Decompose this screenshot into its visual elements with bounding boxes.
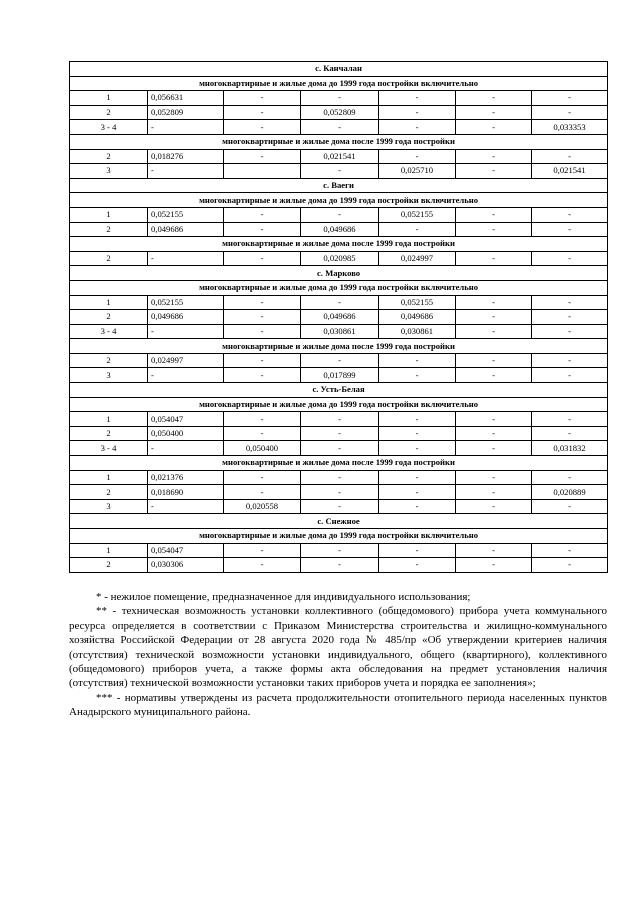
value-cell: -	[532, 558, 608, 573]
table-section-header	[70, 280, 608, 295]
value-cell: -	[301, 207, 379, 222]
table-row	[70, 295, 608, 310]
value-cell: -	[532, 353, 608, 368]
value-cell: -	[456, 499, 532, 514]
value-cell: -	[379, 120, 456, 135]
row-number-cell: 1	[70, 412, 148, 427]
value-cell: 0,018276	[148, 149, 224, 164]
table-row	[70, 543, 608, 558]
value-cell: 0,024997	[148, 353, 224, 368]
table-row	[70, 412, 608, 427]
row-number-cell: 3	[70, 499, 148, 514]
value-cell: -	[532, 412, 608, 427]
footnote-3: *** - нормативы утверждены из расчета продолжительности отопительного периода населенных пунктов Анадырского муниципального района.	[69, 691, 607, 719]
table-section-header	[70, 134, 608, 149]
table-row	[70, 251, 608, 266]
value-cell: 0,030306	[148, 558, 224, 573]
row-number-cell: 1	[70, 470, 148, 485]
value-cell: -	[224, 251, 301, 266]
value-cell: 0,052155	[379, 207, 456, 222]
value-cell: -	[301, 120, 379, 135]
value-cell: -	[224, 558, 301, 573]
value-cell: -	[379, 543, 456, 558]
table-row	[70, 164, 608, 179]
value-cell: -	[379, 412, 456, 427]
value-cell: -	[224, 324, 301, 339]
table-row	[70, 368, 608, 383]
value-cell: -	[532, 368, 608, 383]
value-cell: -	[456, 368, 532, 383]
value-cell: -	[301, 353, 379, 368]
value-cell: -	[456, 558, 532, 573]
footnotes	[69, 590, 607, 720]
table-section-header	[70, 339, 608, 354]
value-cell: 0,054047	[148, 412, 224, 427]
section-header-cell: многоквартирные и жилые дома до 1999 года постройки включительно	[70, 193, 608, 208]
row-number-cell: 2	[70, 222, 148, 237]
value-cell: -	[301, 470, 379, 485]
value-cell: -	[224, 91, 301, 106]
value-cell: 0,018690	[148, 485, 224, 500]
value-cell: -	[301, 558, 379, 573]
value-cell: 0,049686	[301, 310, 379, 325]
value-cell: 0,024997	[379, 251, 456, 266]
value-cell: -	[456, 207, 532, 222]
value-cell: -	[224, 310, 301, 325]
row-number-cell: 2	[70, 149, 148, 164]
row-number-cell: 2	[70, 310, 148, 325]
value-cell: -	[224, 295, 301, 310]
value-cell: -	[224, 485, 301, 500]
table-body	[70, 62, 608, 573]
value-cell: -	[456, 120, 532, 135]
value-cell: 0,030861	[379, 324, 456, 339]
value-cell: 0,052155	[148, 295, 224, 310]
value-cell: -	[379, 470, 456, 485]
value-cell: -	[456, 543, 532, 558]
value-cell: 0,049686	[148, 222, 224, 237]
value-cell: 0,025710	[379, 164, 456, 179]
table-section-header	[70, 383, 608, 398]
value-cell: -	[532, 470, 608, 485]
section-header-cell: многоквартирные и жилые дома после 1999 года постройки	[70, 339, 608, 354]
table-row	[70, 310, 608, 325]
row-number-cell: 2	[70, 426, 148, 441]
table-row	[70, 207, 608, 222]
value-cell: -	[532, 295, 608, 310]
value-cell: -	[532, 324, 608, 339]
value-cell: 0,052155	[379, 295, 456, 310]
value-cell: 0,033353	[532, 120, 608, 135]
value-cell: -	[301, 412, 379, 427]
value-cell: -	[148, 120, 224, 135]
value-cell: -	[148, 499, 224, 514]
value-cell: 0,049686	[148, 310, 224, 325]
value-cell: -	[224, 353, 301, 368]
table-section-header	[70, 456, 608, 471]
table-row	[70, 353, 608, 368]
table-row	[70, 120, 608, 135]
value-cell: -	[301, 485, 379, 500]
value-cell: -	[148, 441, 224, 456]
table-row	[70, 558, 608, 573]
value-cell: -	[301, 441, 379, 456]
section-header-cell: с. Канчалан	[70, 62, 608, 77]
value-cell: -	[456, 441, 532, 456]
value-cell: -	[532, 499, 608, 514]
value-cell: 0,052155	[148, 207, 224, 222]
value-cell: 0,020558	[224, 499, 301, 514]
value-cell: 0,056631	[148, 91, 224, 106]
value-cell: -	[532, 251, 608, 266]
value-cell: -	[379, 485, 456, 500]
section-header-cell: с. Марково	[70, 266, 608, 281]
value-cell: -	[148, 324, 224, 339]
value-cell: -	[224, 105, 301, 120]
value-cell: -	[456, 222, 532, 237]
value-cell: -	[456, 295, 532, 310]
value-cell: 0,020889	[532, 485, 608, 500]
section-header-cell: с. Ваеги	[70, 178, 608, 193]
value-cell: -	[224, 543, 301, 558]
value-cell: 0,030861	[301, 324, 379, 339]
value-cell: 0,049686	[379, 310, 456, 325]
row-number-cell: 1	[70, 91, 148, 106]
table-row	[70, 470, 608, 485]
table-row	[70, 222, 608, 237]
section-header-cell: многоквартирные и жилые дома после 1999 года постройки	[70, 134, 608, 149]
table-row	[70, 441, 608, 456]
section-header-cell: многоквартирные и жилые дома до 1999 года постройки включительно	[70, 397, 608, 412]
table-section-header	[70, 237, 608, 252]
table-row	[70, 485, 608, 500]
value-cell: -	[379, 353, 456, 368]
table-row	[70, 324, 608, 339]
value-cell: -	[532, 543, 608, 558]
value-cell: -	[532, 426, 608, 441]
table-section-header	[70, 397, 608, 412]
value-cell: -	[456, 324, 532, 339]
value-cell	[224, 164, 301, 179]
table-section-header	[70, 62, 608, 77]
section-header-cell: многоквартирные и жилые дома до 1999 года постройки включительно	[70, 76, 608, 91]
value-cell: -	[379, 91, 456, 106]
value-cell: -	[301, 164, 379, 179]
row-number-cell: 2	[70, 105, 148, 120]
table-section-header	[70, 266, 608, 281]
value-cell: -	[456, 412, 532, 427]
table-row	[70, 499, 608, 514]
value-cell: -	[532, 149, 608, 164]
section-header-cell: многоквартирные и жилые дома после 1999 года постройки	[70, 456, 608, 471]
row-number-cell: 3 - 4	[70, 324, 148, 339]
normatives-table	[69, 61, 608, 573]
row-number-cell: 2	[70, 251, 148, 266]
value-cell: -	[224, 149, 301, 164]
row-number-cell: 2	[70, 353, 148, 368]
row-number-cell: 1	[70, 207, 148, 222]
row-number-cell: 3	[70, 368, 148, 383]
value-cell: -	[532, 207, 608, 222]
value-cell: 0,050400	[224, 441, 301, 456]
value-cell: -	[532, 310, 608, 325]
value-cell: -	[456, 251, 532, 266]
value-cell: -	[224, 426, 301, 441]
table-section-header	[70, 193, 608, 208]
value-cell: -	[301, 295, 379, 310]
section-header-cell: с. Усть-Белая	[70, 383, 608, 398]
value-cell: -	[532, 222, 608, 237]
value-cell: -	[456, 149, 532, 164]
value-cell: -	[532, 105, 608, 120]
value-cell: -	[148, 251, 224, 266]
value-cell: -	[301, 499, 379, 514]
value-cell: -	[532, 91, 608, 106]
value-cell: -	[301, 91, 379, 106]
value-cell: -	[456, 470, 532, 485]
value-cell: 0,020985	[301, 251, 379, 266]
section-header-cell: многоквартирные и жилые дома до 1999 года постройки включительно	[70, 529, 608, 544]
value-cell: 0,054047	[148, 543, 224, 558]
value-cell: 0,021376	[148, 470, 224, 485]
value-cell: -	[456, 105, 532, 120]
table-section-header	[70, 514, 608, 529]
table-row	[70, 149, 608, 164]
value-cell: -	[224, 222, 301, 237]
value-cell: -	[456, 310, 532, 325]
value-cell: -	[456, 91, 532, 106]
value-cell: -	[379, 441, 456, 456]
row-number-cell: 3 - 4	[70, 441, 148, 456]
value-cell: 0,052809	[148, 105, 224, 120]
table-section-header	[70, 178, 608, 193]
value-cell: -	[301, 426, 379, 441]
value-cell: 0,049686	[301, 222, 379, 237]
footnote-2: ** - техническая возможность установки коллективного (общедомового) прибора учета коммунального ресурса определяется в соответствии с Приказом Министерства строительства и жилищно-коммунального хозяйства Российской Федерации от 28 августа 2020 года № 485/пр «Об утверждении критериев наличия (отсутствия) технической возможности установки индивидуального, общего (квартирного), коллективного (общедомового) приборов учета, а также формы акта обследования на предмет установления наличия (отсутствия) технической возможности установки таких приборов учета и порядка ее заполнения»;	[69, 605, 607, 690]
row-number-cell: 2	[70, 558, 148, 573]
value-cell: -	[456, 164, 532, 179]
value-cell: -	[456, 426, 532, 441]
row-number-cell: 2	[70, 485, 148, 500]
value-cell: -	[456, 485, 532, 500]
value-cell: -	[148, 368, 224, 383]
row-number-cell: 1	[70, 543, 148, 558]
value-cell: -	[379, 149, 456, 164]
table-row	[70, 91, 608, 106]
value-cell: 0,021541	[301, 149, 379, 164]
value-cell: 0,050400	[148, 426, 224, 441]
table-row	[70, 105, 608, 120]
section-header-cell: многоквартирные и жилые дома после 1999 года постройки	[70, 237, 608, 252]
value-cell: -	[148, 164, 224, 179]
value-cell: -	[379, 558, 456, 573]
table-section-header	[70, 76, 608, 91]
value-cell: 0,052809	[301, 105, 379, 120]
row-number-cell: 1	[70, 295, 148, 310]
value-cell: -	[379, 499, 456, 514]
value-cell: -	[224, 412, 301, 427]
value-cell: 0,031832	[532, 441, 608, 456]
section-header-cell: с. Снежное	[70, 514, 608, 529]
value-cell: 0,021541	[532, 164, 608, 179]
footnote-1: * - нежилое помещение, предназначенное для индивидуального использования;	[96, 591, 471, 603]
row-number-cell: 3 - 4	[70, 120, 148, 135]
row-number-cell: 3	[70, 164, 148, 179]
value-cell: -	[224, 120, 301, 135]
value-cell: -	[379, 368, 456, 383]
value-cell: -	[224, 368, 301, 383]
value-cell: -	[301, 543, 379, 558]
value-cell: -	[456, 353, 532, 368]
value-cell: -	[379, 426, 456, 441]
value-cell: -	[224, 470, 301, 485]
value-cell: 0,017899	[301, 368, 379, 383]
table-row	[70, 426, 608, 441]
value-cell: -	[379, 222, 456, 237]
value-cell: -	[379, 105, 456, 120]
table-section-header	[70, 529, 608, 544]
section-header-cell: многоквартирные и жилые дома до 1999 года постройки включительно	[70, 280, 608, 295]
value-cell: -	[224, 207, 301, 222]
